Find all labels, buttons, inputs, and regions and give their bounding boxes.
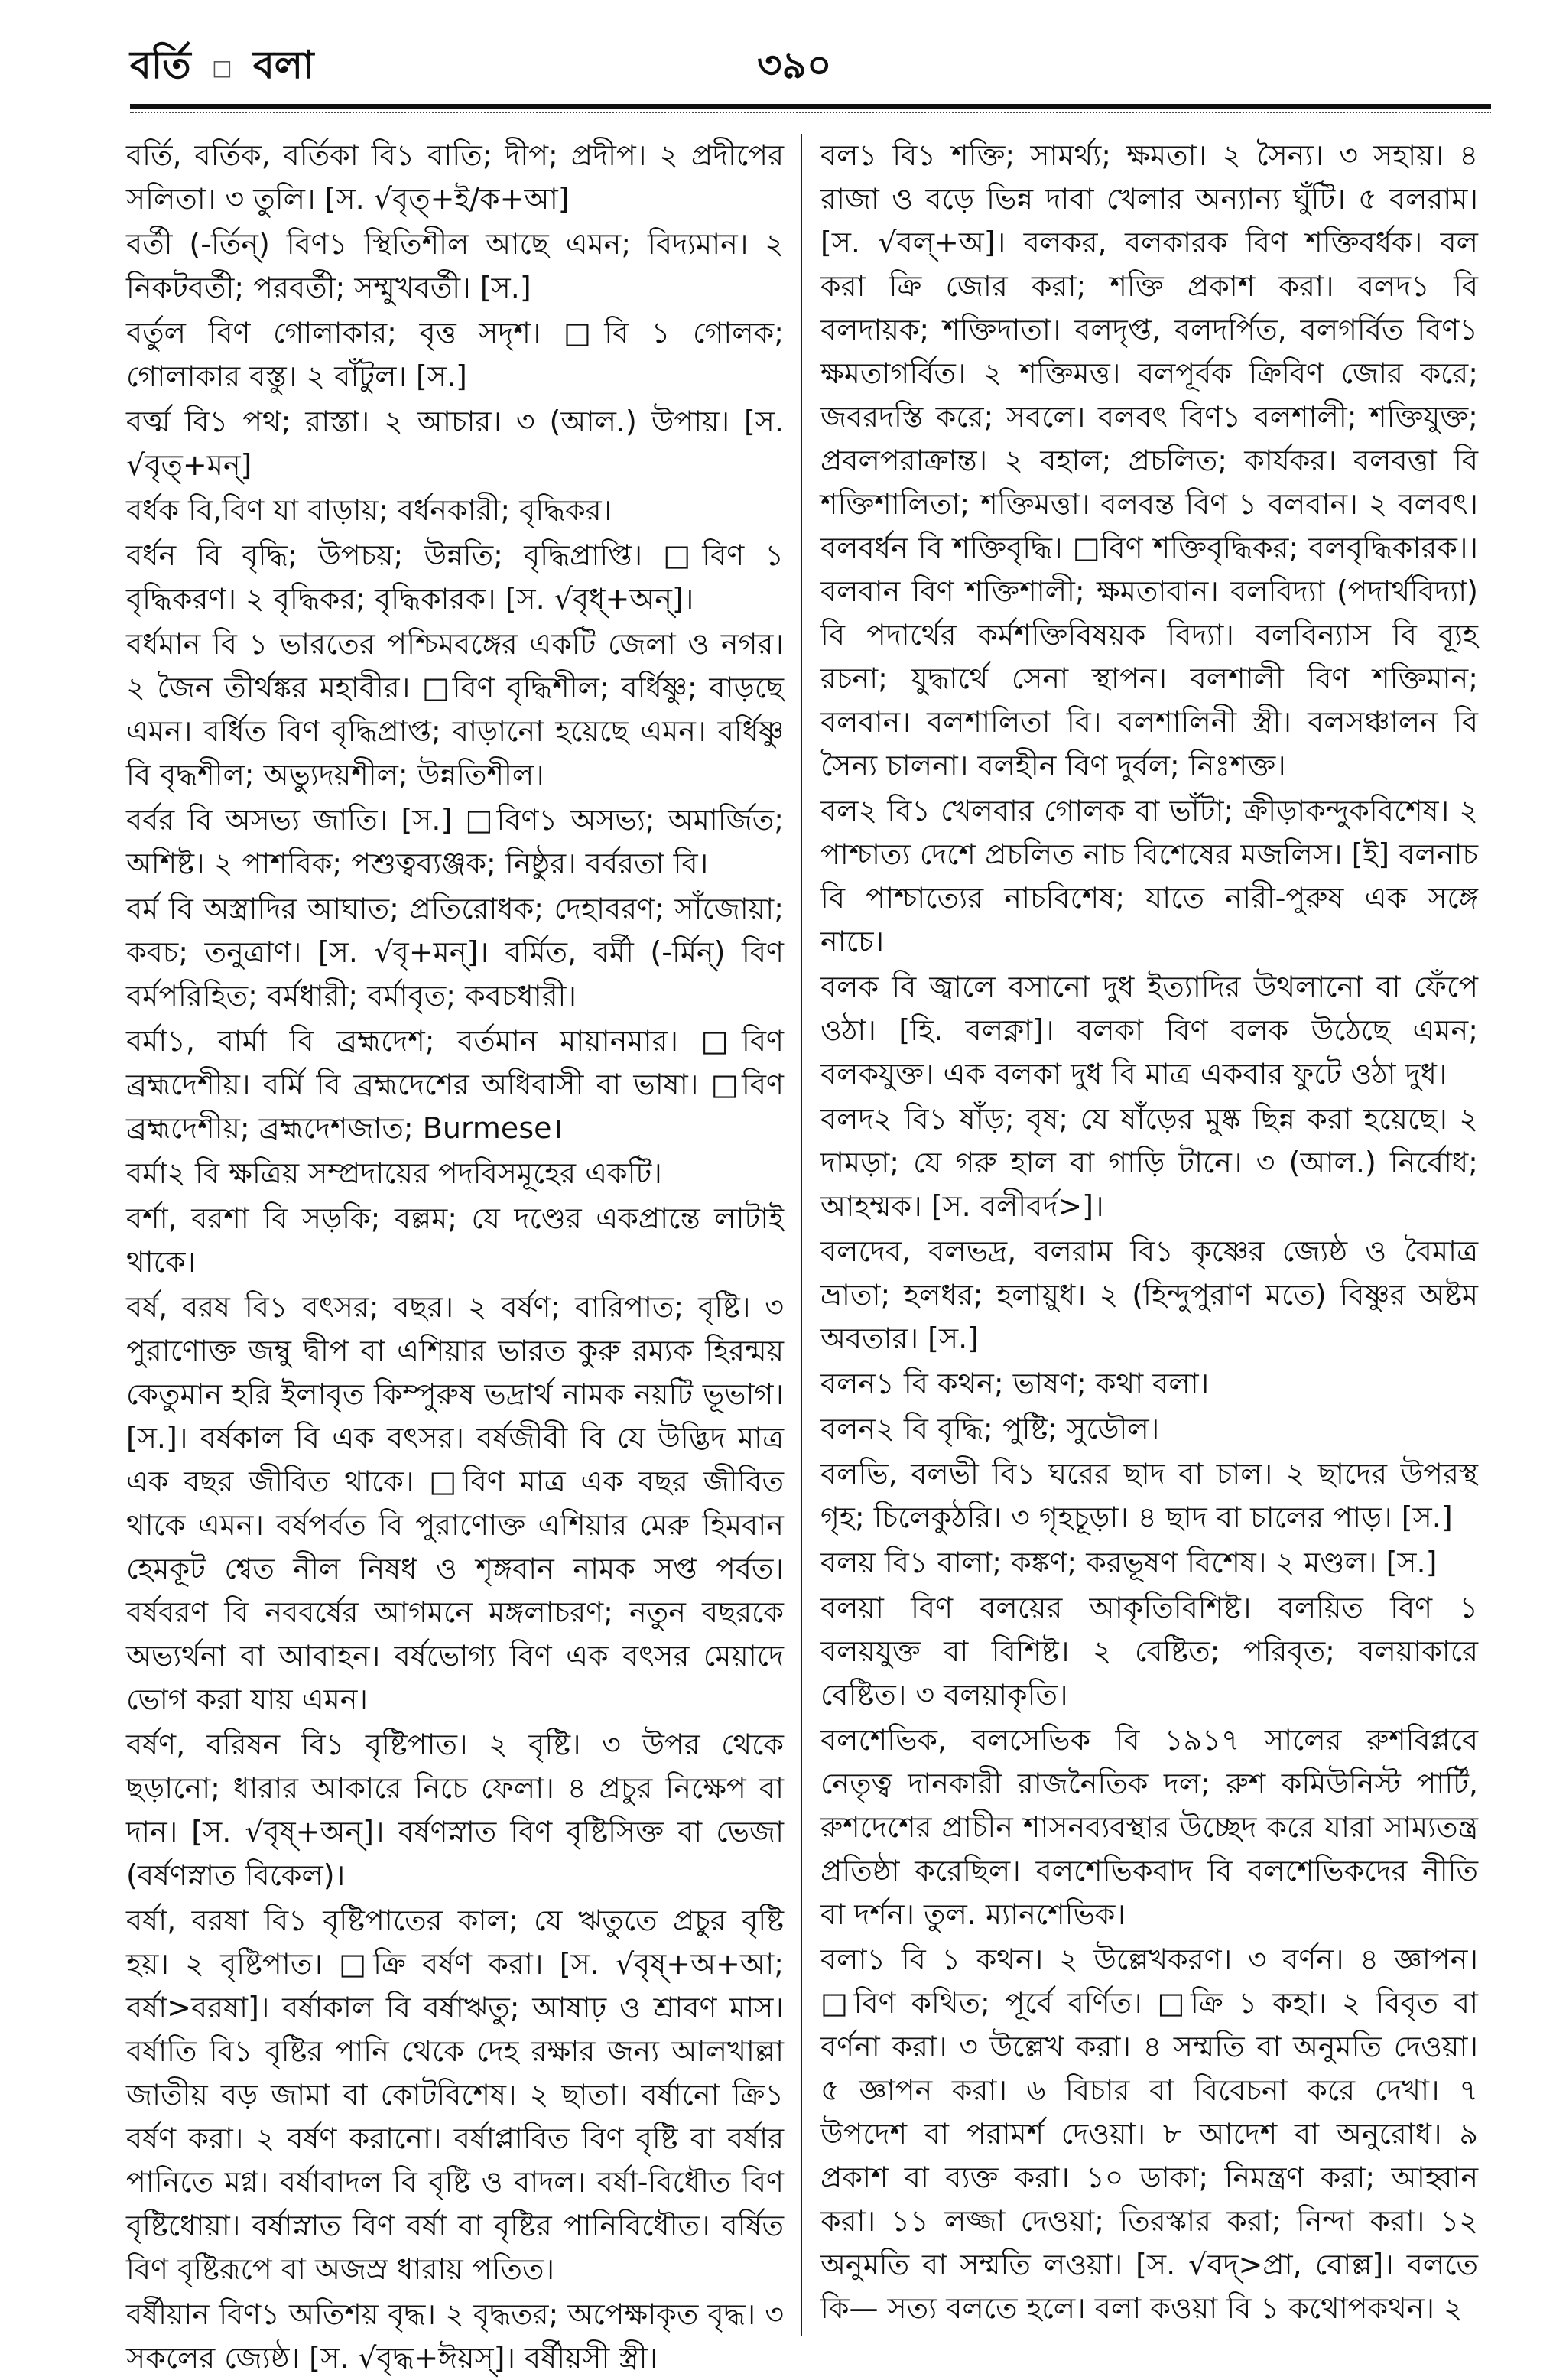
guide-word-first: বর্তি (130, 43, 191, 87)
dictionary-entry: বলদেব, বলভদ্র, বলরাম বি১ কৃষ্ণের জ্যেষ্ঠ ও বৈমাত্র ভ্রাতা; হলধর; হলায়ুধ। ২ (হিন্দুপুরাণ মতে) বিষ্ণুর অষ্টম অবতার। [স.] (820, 1234, 1478, 1355)
dictionary-entry: বলদ২ বি১ ষাঁড়; বৃষ; যে ষাঁড়ের মুষ্ক ছিন্ন করা হয়েছে। ২ দামড়া; যে গরু হাল বা গাড়ি টানে। ৩ (আল.) নির্বোধ; আহম্মক। [স. বলীবর্দ>]। (820, 1102, 1478, 1223)
guide-words (130, 37, 314, 100)
right-column (820, 134, 1478, 2336)
dictionary-entry: বর্ম বি অস্ত্রাদির আঘাত; প্রতিরোধক; দেহাবরণ; সাঁজোয়া; কবচ; তনুত্রাণ। [স. √বৃ+মন্]। বর্মিত, বর্মী (-র্মিন্) বিণ বর্মপরিহিত; বর্মধারী; বর্মাবৃত; কবচধারী। (126, 892, 784, 1013)
dictionary-entry: বল১ বি১ শক্তি; সামর্থ্য; ক্ষমতা। ২ সৈন্য। ৩ সহায়। ৪ রাজা ও বড়ে ভিন্ন দাবা খেলার অন্যান্য ঘুঁটি। ৫ বলরাম। [স. √বল্+অ]। বলকর, বলকারক বিণ শক্তিবর্ধক। বল করা ক্রি জোর করা; শক্তি প্রকাশ করা। বলদ১ বি বলদায়ক; শক্তিদাতা। বলদৃপ্ত, বলদর্পিত, বলগর্বিত বিণ১ ক্ষমতাগর্বিত। ২ শক্তিমত্ত। বলপূর্বক ক্রিবিণ জোর করে; জবরদস্তি করে; সবলে। বলবৎ বিণ১ বলশালী; শক্তিযুক্ত; প্রবলপরাক্রান্ত। ২ বহাল; প্রচলিত; কার্যকর। বলবত্তা বি শক্তিশালিতা; শক্তিমত্তা। বলবন্ত বিণ ১ বলবান। ২ বলবৎ। বলবর্ধন বি শক্তিবৃদ্ধি। □বিণ শক্তিবৃদ্ধিকর; বলবৃদ্ধিকারক।। বলবান বিণ শক্তিশালী; ক্ষমতাবান। বলবিদ্যা (পদার্থবিদ্যা) বি পদার্থের কর্মশক্তিবিষয়ক বিদ্যা। বলবিন্যাস বি ব্যূহ রচনা; যুদ্ধার্থে সেনা স্থাপন। বলশালী বিণ শক্তিমান; বলবান। বলশালিতা বি। বলশালিনী স্ত্রী। বলসঞ্চালন বি সৈন্য চালনা। বলহীন বিণ দুর্বল; নিঃশক্ত। (820, 138, 1478, 782)
dictionary-entry: বর্বর বি অসভ্য জাতি। [স.] □বিণ১ অসভ্য; অমার্জিত; অশিষ্ট। ২ পাশবিক; পশুত্বব্যঞ্জক; নিষ্ঠুর। বর্বরতা বি। (126, 803, 784, 880)
dictionary-entry: বর্ত্ম বি১ পথ; রাস্তা। ২ আচার। ৩ (আল.) উপায়। [স. √বৃত্+মন্] (126, 405, 784, 482)
dictionary-entry: বর্ষণ, বরিষন বি১ বৃষ্টিপাত। ২ বৃষ্টি। ৩ উপর থেকে ছড়ানো; ধারার আকারে নিচে ফেলা। ৪ প্রচুর নিক্ষেপ বা দান। [স. √বৃষ্+অন্]। বর্ষণস্নাত বিণ বৃষ্টিসিক্ত বা ভেজা (বর্ষণস্নাত বিকেল)। (126, 1728, 784, 1892)
dictionary-entry: বর্ধমান বি ১ ভারতের পশ্চিমবঙ্গের একটি জেলা ও নগর। ২ জৈন তীর্থঙ্কর মহাবীর। □বিণ বৃদ্ধিশীল; বর্ধিষ্ণু; বাড়ছে এমন। বর্ধিত বিণ বৃদ্ধিপ্রাপ্ত; বাড়ানো হয়েছে এমন। বর্ধিষ্ণু বি বৃদ্ধশীল; অভ্যুদয়শীল; উন্নতিশীল। (126, 627, 784, 792)
dictionary-entry: বলশেভিক, বলসেভিক বি ১৯১৭ সালের রুশবিপ্লবে নেতৃত্ব দানকারী রাজনৈতিক দল; রুশ কমিউনিস্ট পার্টি, রুশদেশের প্রাচীন শাসনব্যবস্থার উচ্ছেদ করে যারা সাম্যতন্ত্র প্রতিষ্ঠা করেছিল। বলশেভিকবাদ বি বলশেভিকদের নীতি বা দর্শন। তুল. ম্যানশেভিক। (820, 1723, 1478, 1931)
dictionary-entry: বলয় বি১ বালা; কঙ্কণ; করভূষণ বিশেষ। ২ মণ্ডল। [স.] (820, 1546, 1438, 1579)
dictionary-entry: বর্শা, বরশা বি সড়কি; বল্লম; যে দণ্ডের একপ্রান্তে লাটাই থাকে। (126, 1201, 784, 1279)
header-rule (130, 104, 1491, 109)
dictionary-entry: বর্ধক বি,বিণ যা বাড়ায়; বর্ধনকারী; বৃদ্ধিকর। (126, 493, 612, 527)
guide-word-last: বলা (252, 43, 314, 87)
dictionary-entry: বর্তি, বর্তিক, বর্তিকা বি১ বাতি; দীপ; প্রদীপ। ২ প্রদীপের সলিতা। ৩ তুলি। [স. √বৃত্+ই/ক+আ] (126, 138, 784, 216)
header-rule-dotted (130, 112, 1491, 113)
left-column (126, 134, 784, 2375)
dictionary-entry: বর্তী (-র্তিন্) বিণ১ স্থিতিশীল আছে এমন; বিদ্যমান। ২ নিকটবর্তী; পরবর্তী; সম্মুখবর্তী। [স.] (126, 227, 784, 304)
dictionary-entry: বলক বি জ্বালে বসানো দুধ ইত্যাদির উথলানো বা ফেঁপে ওঠা। [হি. বলক্না]। বলকা বিণ বলক উঠেছে এমন; বলকযুক্ত। এক বলকা দুধ বি মাত্র একবার ফুটে ওঠা দুধ। (820, 970, 1478, 1091)
column-divider (801, 134, 802, 2336)
dictionary-entry: বর্মা১, বার্মা বি ব্রহ্মদেশ; বর্তমান মায়ানমার। □বিণ ব্রহ্মদেশীয়। বর্মি বি ব্রহ্মদেশের অধিবাসী বা ভাষা। □বিণ ব্রহ্মদেশীয়; ব্রহ্মদেশজাত; Burmese। (126, 1024, 784, 1145)
dictionary-entry: বল২ বি১ খেলবার গোলক বা ভাঁটা; ক্রীড়াকন্দুকবিশেষ। ২ পাশ্চাত্য দেশে প্রচলিত নাচ বিশেষের মজলিস। [ই] বলনাচ বি পাশ্চাত্যের নাচবিশেষ; যাতে নারী-পুরুষ এক সঙ্গে নাচে। (820, 794, 1478, 958)
dictionary-entry: বর্তুল বিণ গোলাকার; বৃত্ত সদৃশ। □বি ১ গোলক; গোলাকার বস্তু। ২ বাঁটুল। [স.] (126, 316, 784, 393)
dictionary-entry: বলন১ বি কথন; ভাষণ; কথা বলা। (820, 1367, 1210, 1400)
dictionary-entry: বর্ষীয়ান বিণ১ অতিশয় বৃদ্ধ। ২ বৃদ্ধতর; অপেক্ষাকৃত বৃদ্ধ। ৩ সকলের জ্যেষ্ঠ। [স. √বৃদ্ধ+ঈয়স্]। বর্ষীয়সী স্ত্রী। (126, 2297, 784, 2375)
dictionary-entry: বর্ষা, বরষা বি১ বৃষ্টিপাতের কাল; যে ঋতুতে প্রচুর বৃষ্টি হয়। ২ বৃষ্টিপাত। □ক্রি বর্ষণ করা। [স. √বৃষ্+অ+আ; বর্ষা>বরষা]। বর্ষাকাল বি বর্ষাঋতু; আষাঢ় ও শ্রাবণ মাস। বর্ষাতি বি১ বৃষ্টির পানি থেকে দেহ রক্ষার জন্য আলখাল্লা জাতীয় বড় জামা বা কোটবিশেষ। ২ ছাতা। বর্ষানো ক্রি১ বর্ষণ করা। ২ বর্ষণ করানো। বর্ষাপ্লাবিত বিণ বৃষ্টি বা বর্ষার পানিতে মগ্ন। বর্ষাবাদল বি বৃষ্টি ও বাদল। বর্ষা-বিধৌত বিণ বৃষ্টিধোয়া। বর্ষাস্নাত বিণ বর্ষা বা বৃষ্টির পানিবিধৌত। বর্ষিত বিণ বৃষ্টিরূপে বা অজস্র ধারায় পতিত। (126, 1904, 784, 2286)
dictionary-entry: বর্ধন বি বৃদ্ধি; উপচয়; উন্নতি; বৃদ্ধিপ্রাপ্তি। □বিণ ১ বৃদ্ধিকরণ। ২ বৃদ্ধিকর; বৃদ্ধিকারক। [স. √বৃধ্+অন্]। (126, 538, 784, 616)
page-header (130, 37, 1491, 98)
dictionary-entry: বলন২ বি বৃদ্ধি; পুষ্টি; সুডৌল। (820, 1412, 1160, 1445)
dictionary-entry: বলয়া বিণ বলয়ের আকৃতিবিশিষ্ট। বলয়িত বিণ ১ বলয়যুক্ত বা বিশিষ্ট। ২ বেষ্টিত; পরিবৃত; বলয়াকারে বেষ্টিত। ৩ বলয়াকৃতি। (820, 1591, 1478, 1712)
dictionary-entry: বর্ষ, বরষ বি১ বৎসর; বছর। ২ বর্ষণ; বারিপাত; বৃষ্টি। ৩ পুরাণোক্ত জম্বু দ্বীপ বা এশিয়ার ভারত কুরু রম্যক হিরন্ময় কেতুমান হরি ইলাবৃত কিম্পুরুষ ভদ্রার্থ নামক নয়টি ভূভাগ। [স.]। বর্ষকাল বি এক বৎসর। বর্ষজীবী বি যে উদ্ভিদ মাত্র এক বছর জীবিত থাকে। □বিণ মাত্র এক বছর জীবিত থাকে এমন। বর্ষপর্বত বি পুরাণোক্ত এশিয়ার মেরু হিমবান হেমকূট শ্বেত নীল নিষধ ও শৃঙ্গবান নামক সপ্ত পর্বত। বর্ষবরণ বি নববর্ষের আগমনে মঙ্গলাচরণ; নতুন বছরকে অভ্যর্থনা বা আবাহন। বর্ষভোগ্য বিণ এক বৎসর মেয়াদে ভোগ করা যায় এমন। (126, 1290, 784, 1716)
dictionary-entry: বলা১ বি ১ কথন। ২ উল্লেখকরণ। ৩ বর্ণন। ৪ জ্ঞাপন। □বিণ কথিত; পূর্বে বর্ণিত। □ক্রি ১ কহা। ২ বিবৃত বা বর্ণনা করা। ৩ উল্লেখ করা। ৪ সম্মতি বা অনুমতি দেওয়া। ৫ জ্ঞাপন করা। ৬ বিচার বা বিবেচনা করে দেখা। ৭ উপদেশ বা পরামর্শ দেওয়া। ৮ আদেশ বা অনুরোধ। ৯ প্রকাশ বা ব্যক্ত করা। ১০ ডাকা; নিমন্ত্রণ করা; আহ্বান করা। ১১ লজ্জা দেওয়া; তিরস্কার করা; নিন্দা করা। ১২ অনুমতি বা সম্মতি লওয়া। [স. √বদ্>প্রা, বোল্ল]। বলতে কি— সত্য বলতে হলে। বলা কওয়া বি ১ কথোপকথন। ২ (820, 1943, 1478, 2325)
dictionary-entry: বর্মা২ বি ক্ষত্রিয় সম্প্রদায়ের পদবিসমূহের একটি। (126, 1156, 662, 1190)
dictionary-entry: বলভি, বলভী বি১ ঘরের ছাদ বা চাল। ২ ছাদের উপরস্থ গৃহ; চিলেকুঠরি। ৩ গৃহচূড়া। ৪ ছাদ বা চালের পাড়। [স.] (820, 1457, 1478, 1534)
guide-separator: □ (212, 55, 232, 80)
page-number: ৩৯০ (757, 43, 832, 87)
